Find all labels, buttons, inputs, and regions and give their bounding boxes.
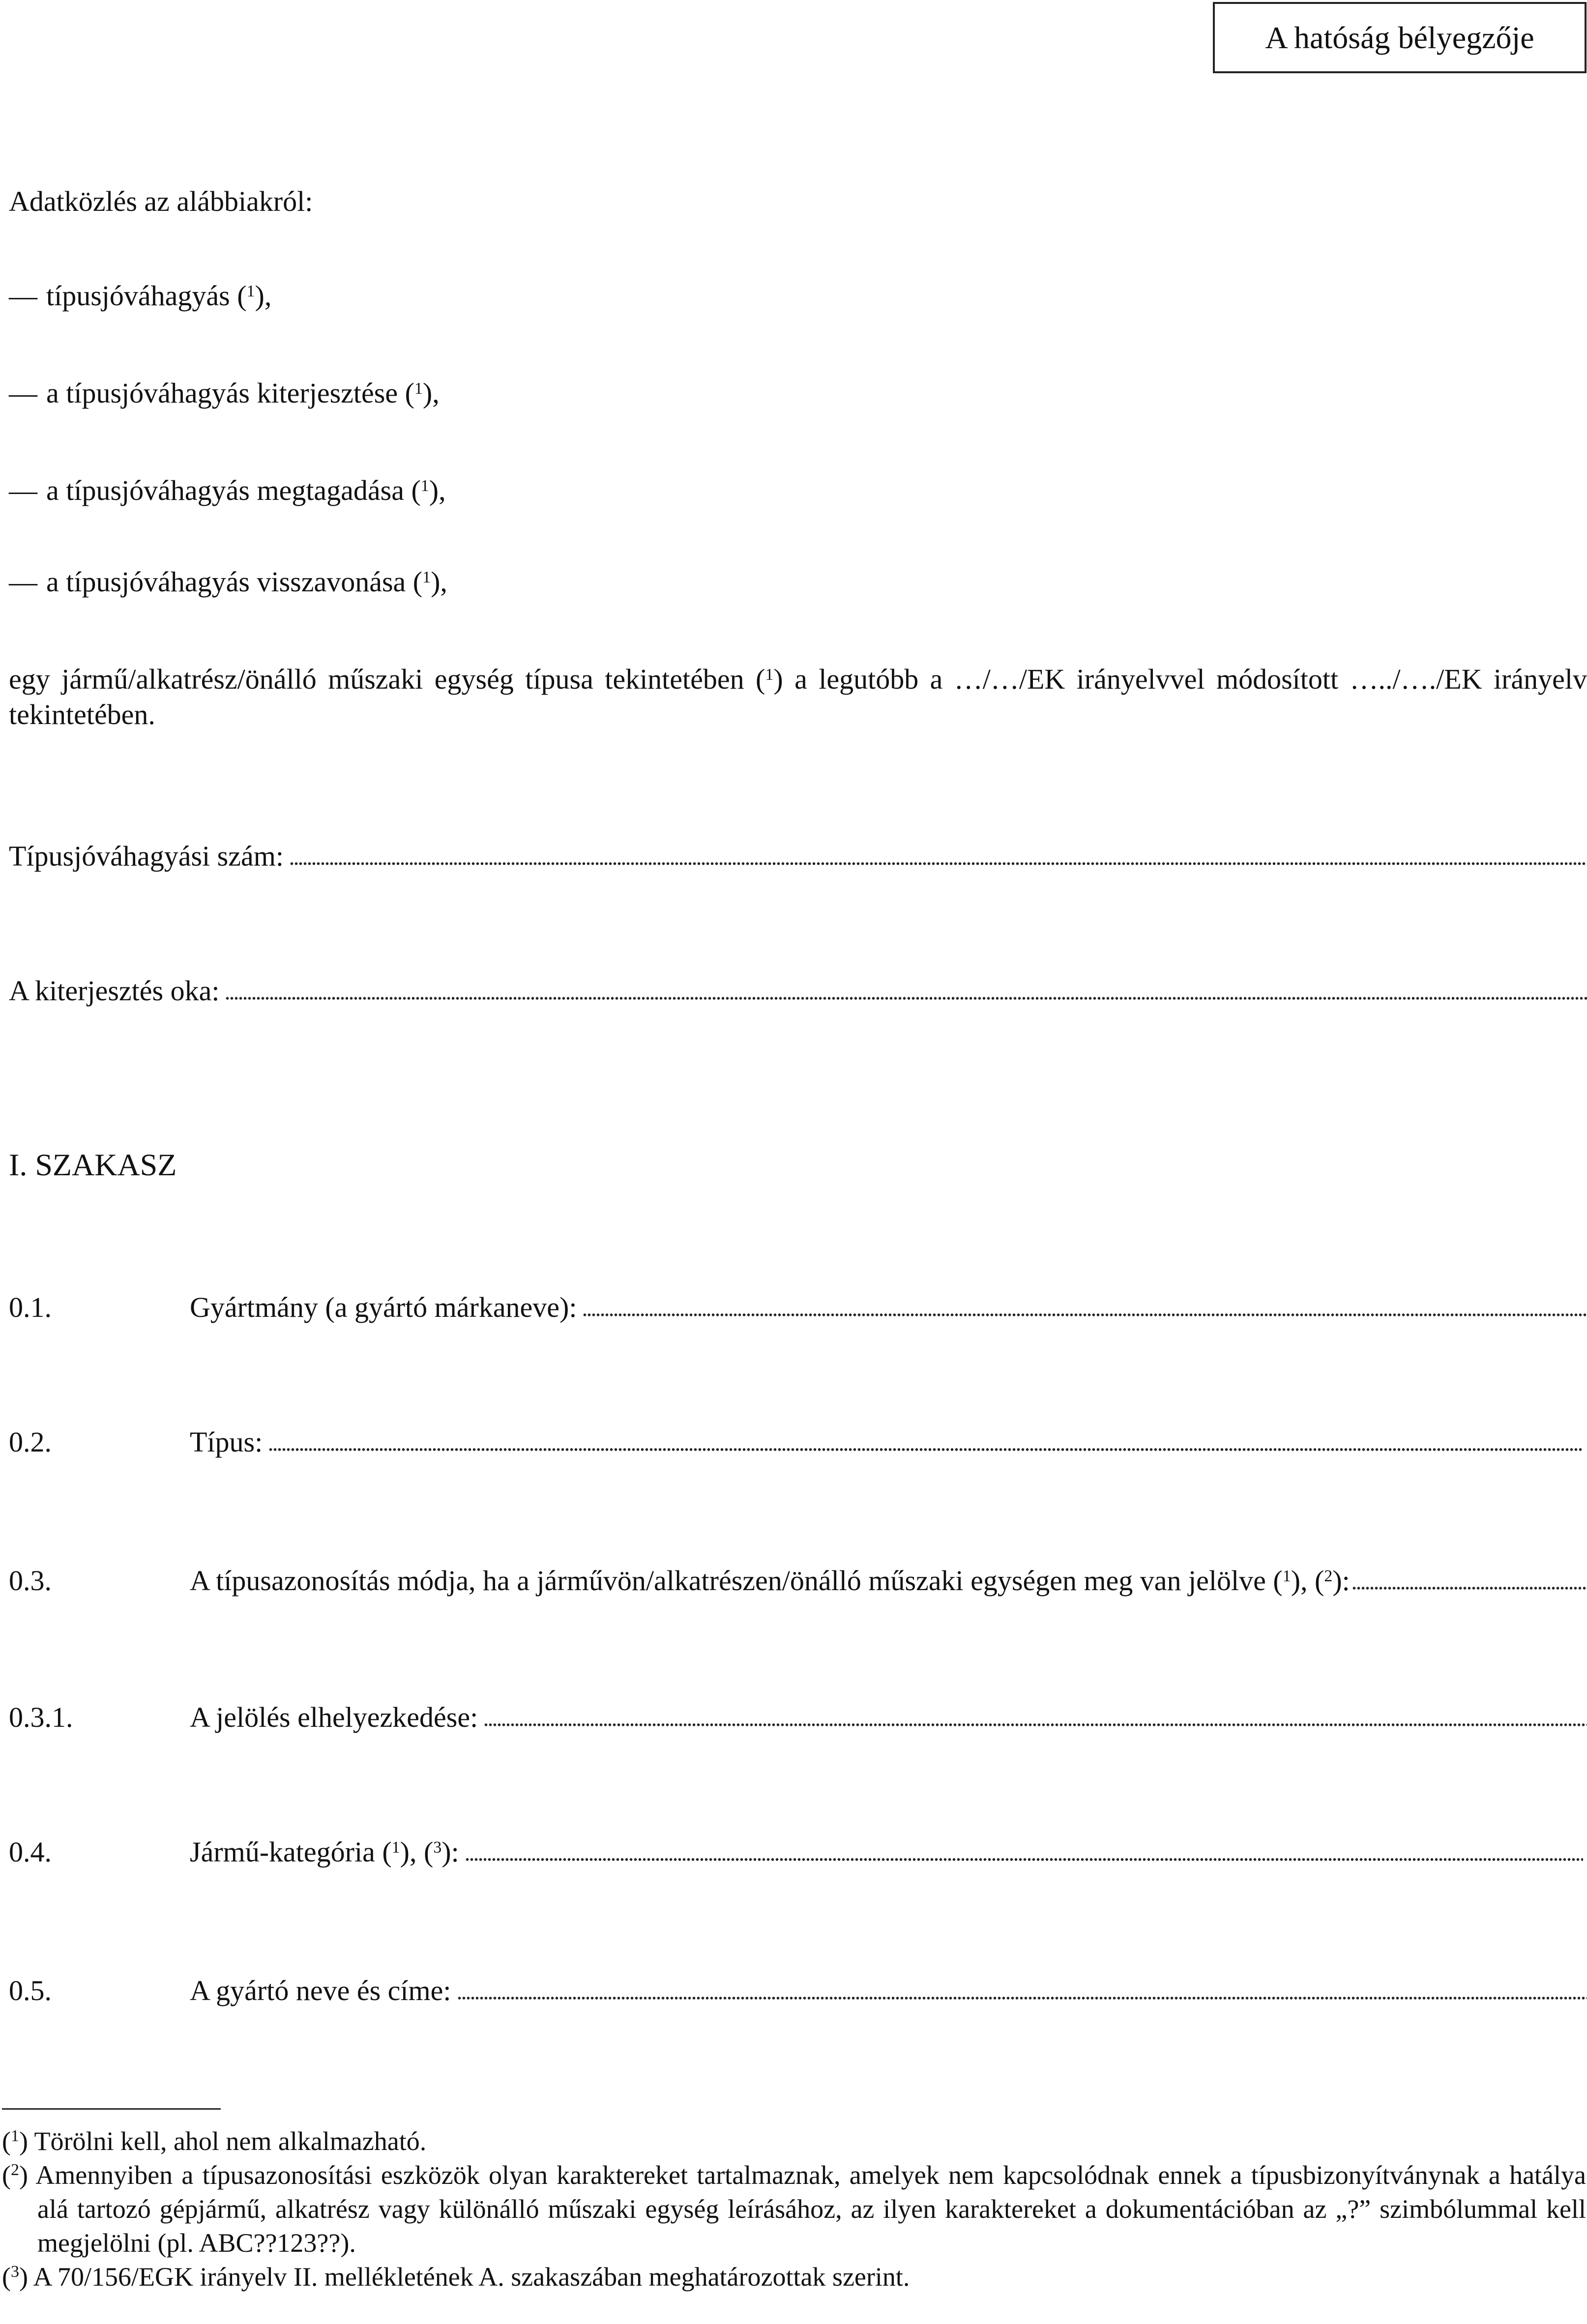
make-blank[interactable] bbox=[583, 1312, 1587, 1317]
section-title: I. SZAKASZ bbox=[9, 1147, 177, 1182]
footnote-3: ($^3$) A 70/156/EGK irányelv II. mellékletének A. szakaszában meghatározottak szerint. bbox=[2, 2262, 910, 2292]
type-blank[interactable] bbox=[268, 1447, 1583, 1452]
dash-item-withdrawal: — a típusjóváhagyás visszavonása ($^1$), bbox=[9, 566, 447, 598]
extension-reason-field[interactable] bbox=[9, 973, 1587, 1009]
make-label: Gyártmány (a gyártó márkaneve): bbox=[190, 1291, 577, 1323]
approval-number-field[interactable] bbox=[9, 839, 1587, 874]
approval-number-label: Típusjóváhagyási szám: bbox=[9, 840, 284, 872]
marking-location-label: A jelölés elhelyezkedése: bbox=[190, 1701, 478, 1733]
regarding-paragraph: egy jármű/alkatrész/önálló műszaki egység típusa tekintetében ($^1$) a legutóbb a …/…/EK irányelvvel módosított …../…./EK irányelv tekintetében. bbox=[9, 663, 1587, 730]
make-field[interactable] bbox=[190, 1290, 1587, 1325]
footnote-divider bbox=[2, 2108, 221, 2110]
marking-location-blank[interactable] bbox=[484, 1722, 1587, 1727]
vehicle-category-blank[interactable] bbox=[465, 1857, 1583, 1862]
intro-text: Adatközlés az alábbiakról: bbox=[9, 185, 313, 217]
manufacturer-blank[interactable] bbox=[457, 1996, 1587, 2001]
identification-means-blank[interactable] bbox=[1352, 1586, 1587, 1591]
type-label: Típus: bbox=[190, 1426, 263, 1458]
vehicle-category-field[interactable] bbox=[190, 1834, 1583, 1870]
item-number: 0.4. bbox=[9, 1836, 52, 1868]
type-field[interactable] bbox=[190, 1424, 1583, 1460]
manufacturer-field[interactable] bbox=[190, 1973, 1587, 2008]
dash-item-type-approval: — típusjóváhagyás ($^1$), bbox=[9, 280, 272, 312]
footnote-2: ($^2$) Amennyiben a típusazonosítási eszközök olyan karaktereket tartalmaznak, amelyek nem kapcsolódnak ennek a típusbizonyítványnak a hatálya alá tartozó gépjármű, alkatrész vagy különálló műszaki egység leírásához, az ilyen karaktereket a dokumentációban az „?” szimbólummal kell megjelölni (pl. ABC??123??). bbox=[2, 2160, 1586, 2258]
footnote-1: ($^1$) Törölni kell, ahol nem alkalmazható. bbox=[2, 2126, 427, 2156]
identification-means-label: A típusazonosítás módja, ha a járművön/alkatrészen/önálló műszaki egységen meg van jelölve ($^1$), ($^2$): bbox=[190, 1565, 1350, 1597]
dash-item-extension: — a típusjóváhagyás kiterjesztése ($^1$), bbox=[9, 377, 440, 409]
approval-number-blank[interactable] bbox=[290, 861, 1587, 866]
authority-stamp-label: A hatóság bélyegzője bbox=[1265, 20, 1534, 55]
identification-means-field[interactable] bbox=[190, 1563, 1587, 1598]
item-number: 0.3.1. bbox=[9, 1701, 73, 1733]
item-number: 0.2. bbox=[9, 1426, 52, 1458]
item-number: 0.1. bbox=[9, 1291, 52, 1323]
dash-item-refusal: — a típusjóváhagyás megtagadása ($^1$), bbox=[9, 474, 446, 506]
extension-reason-label: A kiterjesztés oka: bbox=[9, 975, 220, 1007]
manufacturer-label: A gyártó neve és címe: bbox=[190, 1975, 451, 2006]
authority-stamp-box bbox=[1213, 2, 1587, 73]
item-number: 0.5. bbox=[9, 1975, 52, 2006]
marking-location-field[interactable] bbox=[190, 1700, 1587, 1735]
vehicle-category-label: Jármű-kategória ($^1$), ($^3$): bbox=[190, 1836, 459, 1868]
item-number: 0.3. bbox=[9, 1565, 52, 1597]
extension-reason-blank[interactable] bbox=[225, 996, 1587, 1001]
